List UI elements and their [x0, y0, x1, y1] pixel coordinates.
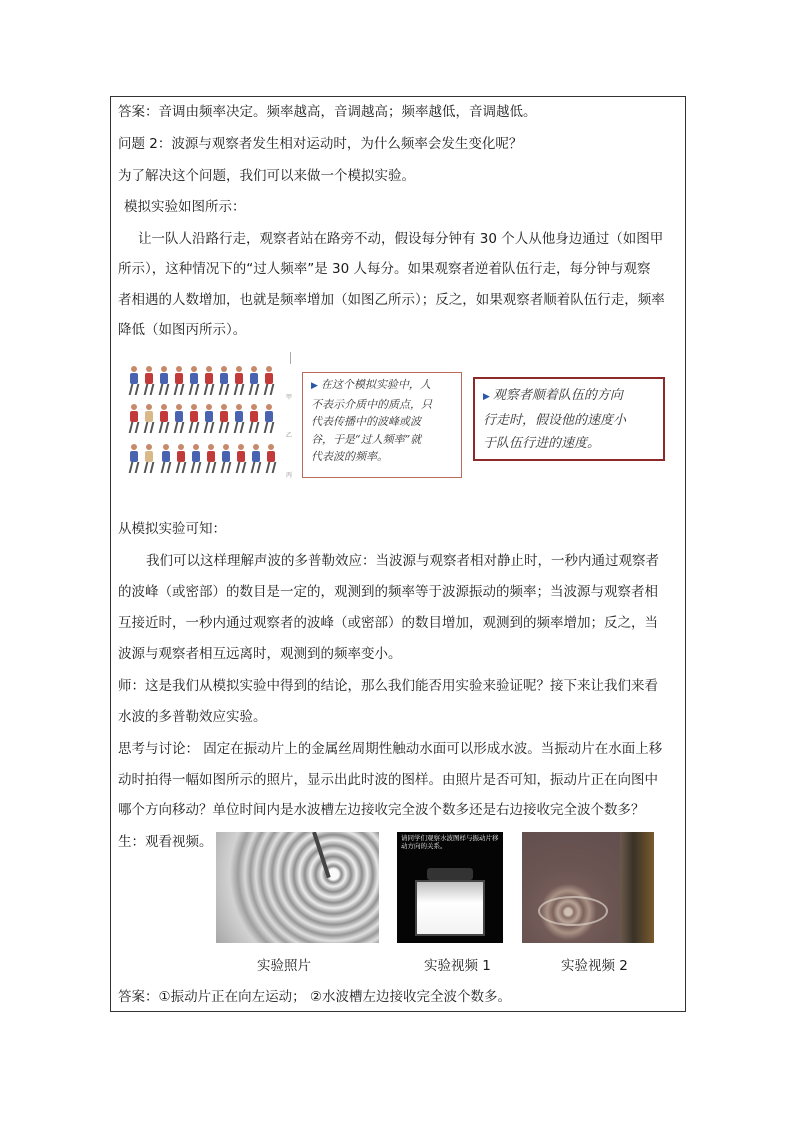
marcher-figure [173, 404, 185, 434]
row-label-jia: 甲 [286, 394, 293, 401]
marcher-figure [233, 366, 245, 396]
note1-line-5: 代表波的频率。 [311, 450, 388, 463]
conclusion-heading: 从模拟实验可知： [118, 521, 226, 537]
discussion-line-1: 思考与讨论： 固定在振动片上的金属丝周期性触动水面可以形成水波。当振动片在水面上移 [118, 741, 663, 757]
simulation-note-box [302, 372, 462, 478]
final-answer: 答案：①振动片正在向左运动； ②水波槽左边接收完全波个数多。 [118, 989, 511, 1005]
simulation-text-line-1: 让一队人沿路行走，观察者站在路旁不动，假设每分钟有 30 个人从他身边通过（如图甲 [138, 231, 664, 247]
doppler-text-line-4: 波源与观察者相互远离时，观测到的频率变小。 [118, 646, 402, 662]
queue-row-jia [128, 366, 284, 396]
discussion-line-2: 动时拍得一幅如图所示的照片，显示出此时波的图样。由照片是否可知，振动片正在向图中 [118, 772, 658, 788]
video1-overlay-text: 请同学们观察水波图样与振动片移动方向的关系。 [401, 834, 499, 850]
note1-line-1: 在这个模拟实验中，人 [320, 378, 431, 391]
queue-row-yi [128, 404, 284, 434]
ripple-tank [415, 880, 485, 936]
caption-experiment-photo: 实验照片 [257, 958, 311, 974]
marcher-figure [235, 444, 247, 474]
marcher-figure [188, 366, 200, 396]
marcher-figure [233, 404, 245, 434]
marcher-figure [190, 444, 202, 474]
marcher-figure [203, 366, 215, 396]
experiment-photo [216, 832, 379, 943]
queue-row-bing [128, 444, 284, 474]
triangle-icon: ▶ [311, 381, 318, 391]
ripple-tank-lamp [427, 868, 473, 880]
simulation-heading: 模拟实验如图所示： [124, 199, 246, 215]
observer-figure [143, 444, 155, 474]
marcher-figure [175, 444, 187, 474]
simulation-text-line-3: 者相遇的人数增加，也就是频率增加（如图乙所示）；反之，如果观察者顺着队伍行走，频率 [118, 292, 665, 308]
marcher-figure [263, 366, 275, 396]
marcher-figure [158, 366, 170, 396]
teacher-text-line-2: 水波的多普勒效应实验。 [118, 709, 267, 725]
marcher-figure [250, 444, 262, 474]
marcher-figure [173, 366, 185, 396]
marcher-figure [128, 444, 140, 474]
note2-line-3: 于队伍行进的速度。 [483, 436, 601, 451]
marcher-figure [248, 366, 260, 396]
marcher-figure [160, 444, 172, 474]
marcher-figure [218, 366, 230, 396]
note1-line-2: 不表示介质中的质点，只 [311, 397, 432, 411]
marcher-figure [128, 404, 140, 434]
marcher-figure [263, 404, 275, 434]
triangle-icon: ▶ [483, 392, 490, 402]
observer-figure [143, 404, 155, 434]
experiment-video-2[interactable] [522, 832, 654, 943]
teacher-text-line-1: 师：这是我们从模拟实验中得到的结论，那么我们能否用实验来验证呢？接下来让我们来看 [118, 678, 658, 694]
marcher-figure [220, 444, 232, 474]
marcher-figure [248, 404, 260, 434]
experiment-video-1[interactable] [397, 832, 503, 943]
row-label-yi: 乙 [286, 432, 293, 439]
marcher-figure [188, 404, 200, 434]
question-2: 问题 2：波源与观察者发生相对运动时，为什么频率会发生变化呢？ [118, 136, 523, 152]
row-label-bing: 丙 [286, 472, 293, 479]
marcher-figure [205, 444, 217, 474]
note2-line-2: 行走时，假设他的速度小 [483, 413, 627, 428]
marcher-figure [203, 404, 215, 434]
marcher-figure [265, 444, 277, 474]
marcher-figure [158, 404, 170, 434]
discussion-line-3: 哪个方向移动？单位时间内是水波槽左边接收完全波个数多还是右边接收完全波个数多？ [118, 802, 645, 818]
caption-video-1: 实验视频 1 [424, 958, 491, 974]
water-wave-ring [538, 896, 608, 926]
simulation-text-line-2: 所示），这种情况下的“过人频率”是 30 人每分。如果观察者逆着队伍行走，每分钟与观察 [118, 261, 651, 277]
intro-simulation: 为了解决这个问题，我们可以来做一个模拟实验。 [118, 168, 415, 184]
doppler-text-line-1: 我们可以这样理解声波的多普勒效应：当波源与观察者相对静止时，一秒内通过观察者 [146, 553, 659, 569]
simulation-text-line-4: 降低（如图丙所示）。 [118, 322, 247, 338]
figure-divider [290, 352, 291, 364]
marcher-figure [218, 404, 230, 434]
marching-queue-illustration [128, 352, 294, 480]
caption-video-2: 实验视频 2 [561, 958, 628, 974]
tank-edge [620, 832, 654, 943]
student-watch-video: 生：观看视频。 [118, 834, 213, 850]
answer-pitch: 答案：音调由频率决定。频率越高，音调越高；频率越低，音调越低。 [118, 104, 537, 120]
marcher-figure [128, 366, 140, 396]
note1-line-4: 谷，于是“过人频率”就 [311, 432, 422, 446]
observer-note-box [473, 377, 665, 461]
doppler-text-line-2: 的波峰（或密部）的数目是一定的，观测到的频率等于波源振动的频率；当波源与观察者相 [118, 584, 658, 600]
doppler-text-line-3: 互接近时，一秒内通过观察者的波峰（或密部）的数目增加，观测到的频率增加；反之，当 [118, 615, 658, 631]
marcher-figure [143, 366, 155, 396]
note1-line-3: 代表传播中的波峰或波 [311, 415, 421, 428]
note2-line-1: 观察者顺着队伍的方向 [492, 388, 623, 403]
vibrator-wire [312, 832, 331, 878]
